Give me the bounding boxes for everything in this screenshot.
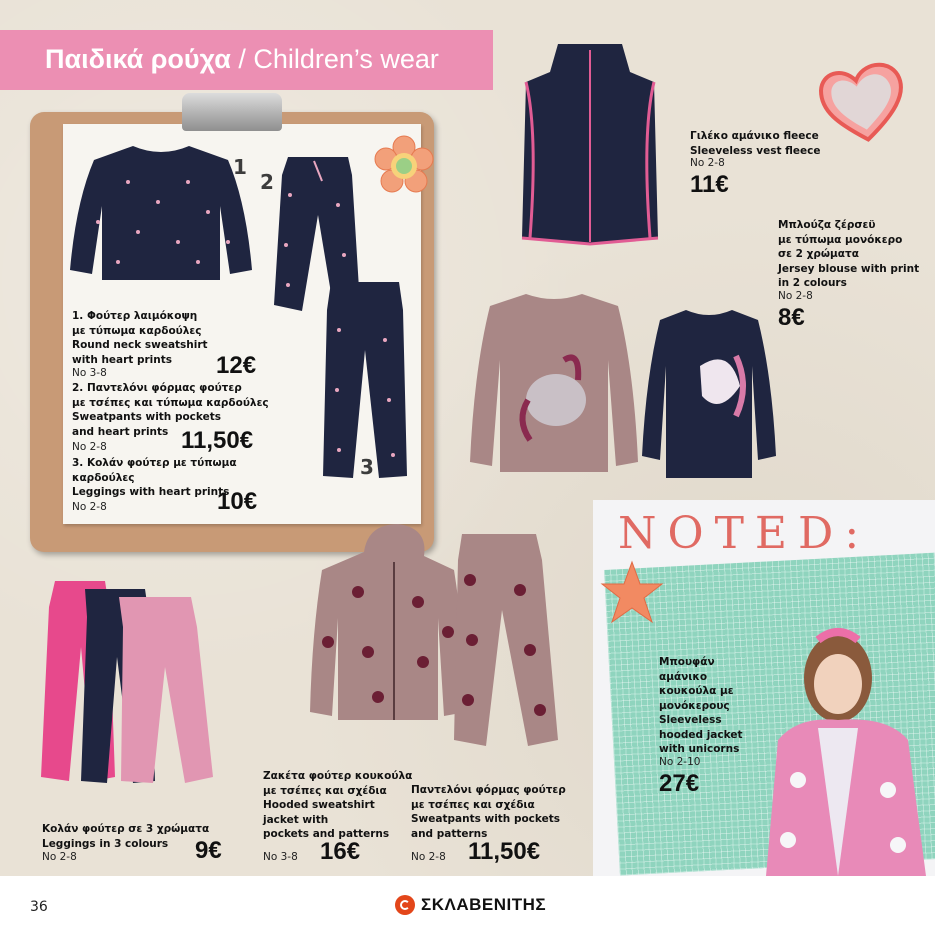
star-icon: [600, 560, 664, 624]
blouse-size: Νο 2-8: [778, 290, 813, 302]
flower-icon: [373, 135, 435, 197]
sweatpants-price: 11,50€: [468, 838, 541, 865]
hoodie-price: 16€: [320, 838, 361, 865]
product-number-tag: 2: [260, 170, 274, 194]
sweatpants-description: Παντελόνι φόρμας φούτερ με τσέπες και σχέδια Sweatpants with pockets and patterns: [411, 784, 566, 840]
brand-logo-icon: [395, 895, 415, 915]
item3-size: Νο 2-8: [72, 501, 107, 513]
navy-unicorn-blouse-image: [640, 306, 778, 482]
sweatpants-size: Νο 2-8: [411, 851, 446, 863]
blouse-price: 8€: [778, 304, 805, 331]
girl-unicorn-jacket-image: [758, 620, 935, 876]
leggings-size: Νο 2-8: [42, 851, 77, 863]
item1-size: Νο 3-8: [72, 367, 107, 379]
page-title: [45, 44, 439, 75]
vest-description: Γιλέκο αμάνικο fleece Sleeveless vest fleece: [690, 130, 821, 157]
item1-price: 12€: [216, 352, 257, 379]
title-greek: Παιδικά ρούχα: [45, 44, 231, 74]
vest-price: 11€: [690, 171, 729, 198]
hoodie-size: Νο 3-8: [263, 851, 298, 863]
vest-size: Νο 2-8: [690, 157, 725, 169]
leggings-price: 9€: [195, 837, 222, 864]
noted-description: Μπουφάν αμάνικο κουκούλα με μονόκερους Sleeveless hooded jacket with unicorns: [659, 656, 743, 755]
leggings-description: Κολάν φούτερ σε 3 χρώματα Leggings in 3 colours: [42, 823, 210, 850]
item2-price: 11,50€: [181, 427, 254, 454]
clipboard-clip: [182, 93, 282, 131]
heart-sweatshirt-image: [68, 142, 254, 284]
brand-name: ΣΚΛΑΒΕΝΙΤΗΣ: [421, 895, 547, 914]
fleece-vest-image: [518, 42, 662, 246]
hoodie-description: Ζακέτα φούτερ κουκούλα με τσέπες και σχέδια Hooded sweatshirt jacket with pockets and patterns: [263, 770, 413, 840]
unicorn-sweatpants-image: [440, 530, 560, 750]
mauve-unicorn-blouse-image: [468, 290, 640, 476]
title-english: Children’s wear: [253, 44, 439, 74]
noted-price: 27€: [659, 770, 700, 797]
item1-description: 1. Φούτερ λαιμόκοψη με τύπωμα καρδούλες Round neck sweatshirt with heart prints: [72, 310, 208, 366]
noted-size: Νο 2-10: [659, 756, 701, 768]
noted-heading: NOTED:: [618, 508, 871, 559]
heart-icon: [815, 60, 910, 145]
item3-description: 3. Κολάν φούτερ με τύπωμα καρδούλες Leggings with heart prints: [72, 457, 237, 498]
product-number-tag: 1: [233, 155, 247, 179]
item3-price: 10€: [217, 488, 258, 515]
title-separator: /: [230, 44, 254, 74]
item2-description: 2. Παντελόνι φόρμας φούτερ με τσέπες και τύπωμα καρδούλες Sweatpants with pockets and heart prints: [72, 382, 269, 438]
product-number-tag: 3: [360, 455, 374, 479]
heart-leggings-image: [315, 280, 411, 482]
three-color-leggings-image: [35, 577, 220, 787]
item2-size: Νο 2-8: [72, 441, 107, 453]
page-number: 36: [30, 899, 48, 915]
brand-logo: [395, 894, 546, 916]
blouse-description: Μπλούζα ζέρσεϋ με τύπωμα μονόκερο σε 2 χρώματα Jersey blouse with print in 2 colours: [778, 219, 920, 289]
